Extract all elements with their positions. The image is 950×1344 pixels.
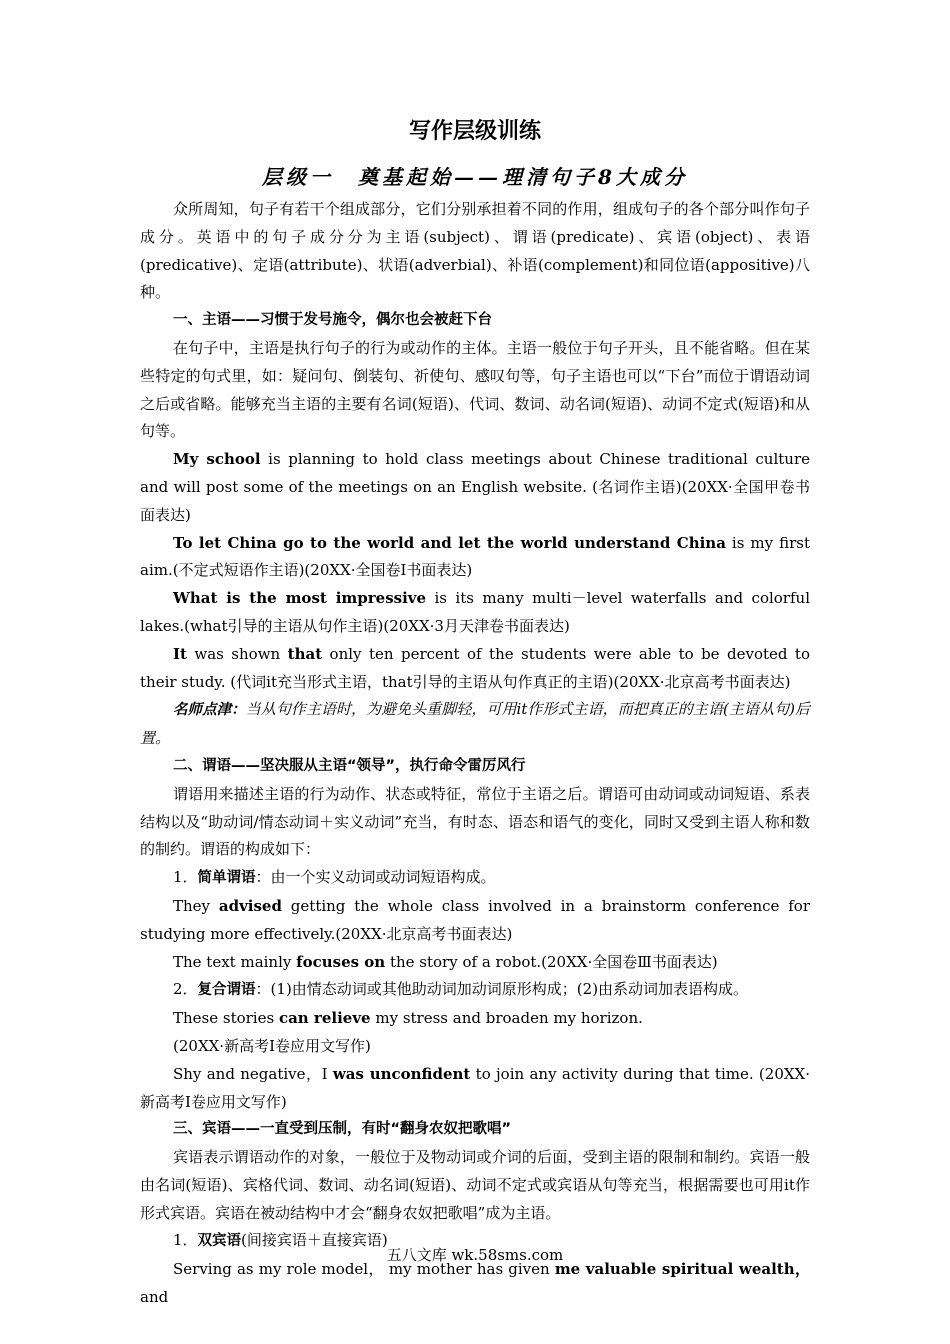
- object-body: 宾语表示谓语动作的对象，一般位于及物动词或介词的后面，受到主语的限制和制约。宾语一般由名词(短语)、宾格代词、数词、动名词(短语)、动词不定式或宾语从句等充当，根据需要也可用it作形式宾语。宾语在被动结构中才会“翻身农奴把歌唱”成为主语。: [140, 1148, 810, 1222]
- example-bold: focuses on: [296, 952, 386, 971]
- section-heading-subject: 一、主语——习惯于发号施令，偶尔也会被赶下台: [173, 312, 492, 329]
- page-title: 写作层级训练: [408, 119, 541, 144]
- example-text: and: [140, 1288, 169, 1307]
- predicate-example-3-source: (20XX·新高考Ⅰ卷应用文写作): [173, 1036, 371, 1055]
- section-heading-object: 三、宾语——一直受到压制，有时“翻身农奴把歌唱”: [173, 1121, 512, 1138]
- example-bold: can relieve: [278, 1009, 371, 1028]
- point-label: 复合谓语: [197, 982, 256, 999]
- point-number: 2．: [173, 980, 198, 999]
- predicate-example-4: [140, 1061, 810, 1117]
- point-text: ：(1)由情态动词或其他助动词加动词原形构成；(2)由系动词加表语构成。: [255, 980, 749, 999]
- example-text: is planning to hold class meetings about Chinese traditional culture and will post some of the meetings on an English website. (名词作主语)(20XX·全国甲卷书面表达): [140, 450, 810, 524]
- document-page: [140, 112, 810, 1312]
- example-bold: What is the most impressive: [173, 589, 427, 608]
- point-number: 1．: [173, 868, 198, 887]
- example-bold: My school: [173, 450, 261, 469]
- example-bold: It: [173, 644, 187, 663]
- predicate-point-2: [140, 976, 810, 1005]
- example-text: to join any activity during that time. (20XX·新高考Ⅰ卷应用文写作): [140, 1064, 811, 1111]
- example-text: Serving as my role model， my mother has given: [173, 1260, 555, 1279]
- example-text: only ten percent of the students were able to be devoted to their study. (代词it充当形式主语，that引导的主语从句作真正的主语)(20XX·北京高考书面表达): [140, 644, 810, 691]
- example-text: is my first aim.(不定式短语作主语)(20XX·全国卷Ⅰ书面表达): [140, 533, 810, 580]
- example-text: These stories: [173, 1009, 279, 1028]
- example-bold: To let China go to the world and let the world understand China: [173, 533, 726, 552]
- point-label: 简单谓语: [197, 870, 256, 887]
- example-bold: me valuable spiritual wealth，: [554, 1260, 810, 1279]
- predicate-point-1: [140, 864, 810, 893]
- example-text: The text mainly: [173, 952, 297, 971]
- predicate-body: 谓语用来描述主语的行为动作、状态或特征，常位于主语之后。谓语可由动词或动词短语、系表结构以及“助动词/情态动词＋实义动词”充当，有时态、语态和语气的变化，同时又受到主语人称和数的制约。谓语的构成如下：: [140, 784, 810, 859]
- example-text: Shy and negative，I: [173, 1064, 333, 1083]
- predicate-example-1: [140, 893, 810, 949]
- example-text: is its many multi－level waterfalls and colorful lakes.(what引导的主语从句作主语)(20XX·3月天津卷书面表达): [140, 589, 810, 635]
- example-bold: advised: [218, 896, 282, 915]
- example-bold: that: [287, 644, 323, 663]
- point-text: ：由一个实义动词或动词短语构成。: [255, 868, 496, 887]
- point-text: (间接宾语＋直接宾语): [241, 1231, 388, 1250]
- teacher-tip: [140, 696, 810, 753]
- example-text: my stress and broaden my horizon.: [370, 1009, 643, 1028]
- predicate-example-3: [140, 1005, 810, 1033]
- page-footer: 五八文库 wk.58sms.com: [386, 1246, 564, 1264]
- example-text: the story of a robot.(20XX·全国卷Ⅲ书面表达): [385, 952, 718, 971]
- subject-body: 在句子中，主语是执行句子的行为或动作的主体。主语一般位于句子开头，且不能省略。但在某些特定的句式里，如：疑问句、倒装句、祈使句、感叹句等，句子主语也可以“下台”而位于谓语动词之后或省略。能够充当主语的主要有名词(短语)、代词、数词、动名词(短语)、动词不定式(短语)和从句等。: [140, 338, 810, 441]
- subject-example-2: [140, 530, 810, 586]
- tip-text: 当从句作主语时，为避免头重脚轻，可用it作形式主语，而把真正的主语(主语从句)后置。: [140, 700, 810, 748]
- intro-paragraph: 众所周知，句子有若干个组成部分，它们分别承担着不同的作用，组成句子的各个部分叫作句子成分。英语中的句子成分分为主语(subject)、谓语(predicate)、宾语(object)、表语(predicative)、定语(attribute)、状语(adverbial)、补语(complement)和同位语(appositive)八种。: [140, 200, 810, 302]
- subject-example-1: [140, 446, 810, 529]
- point-number: 1．: [173, 1231, 198, 1250]
- page-subtitle: 层级一 奠基起始——理清句子8大成分: [262, 165, 688, 189]
- example-text: They: [173, 896, 219, 915]
- subject-example-4: [140, 641, 810, 697]
- subject-example-3: [140, 585, 810, 641]
- section-heading-predicate: 二、谓语——坚决服从主语“领导”，执行命令雷厉风行: [173, 757, 526, 774]
- example-bold: was unconfident: [332, 1064, 471, 1083]
- point-label: 双宾语: [197, 1233, 242, 1250]
- example-text: getting the whole class involved in a brainstorm conference for studying more effectively.(20XX·北京高考书面表达): [140, 896, 810, 943]
- tip-label: 名师点津：: [173, 702, 246, 719]
- example-text: was shown: [186, 644, 288, 663]
- predicate-example-2: [140, 949, 810, 977]
